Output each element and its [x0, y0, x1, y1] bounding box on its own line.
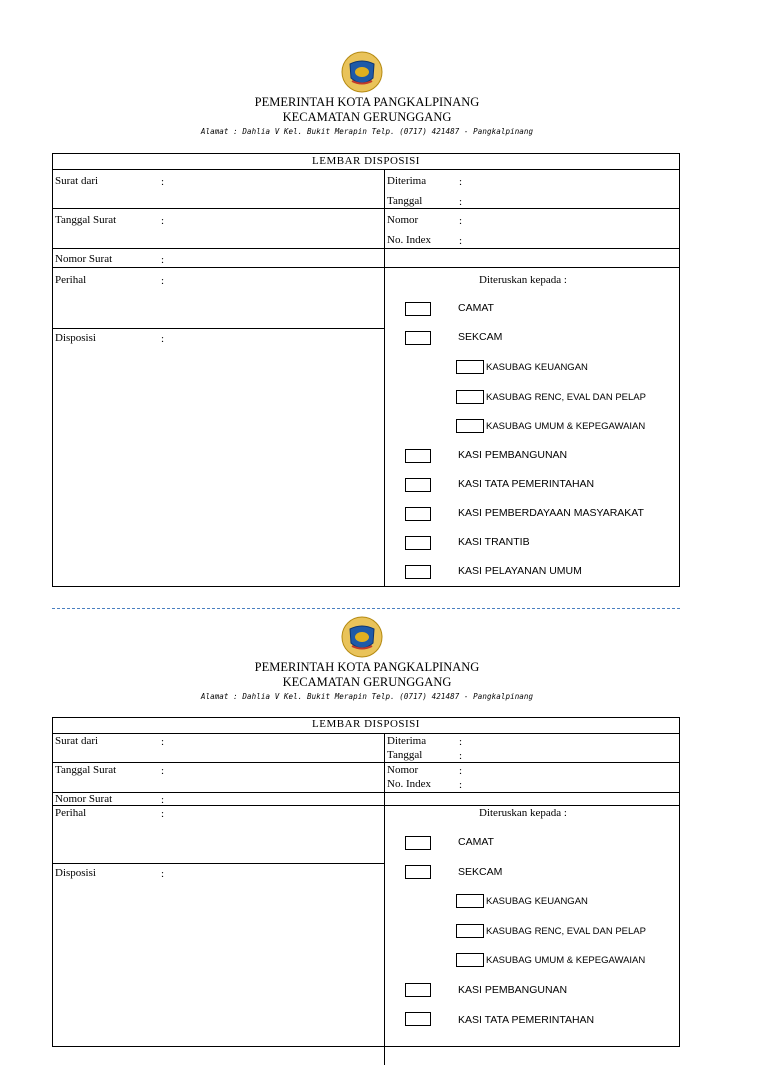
option-sekcam: SEKCAM [458, 866, 503, 878]
disposition-table [52, 717, 680, 1047]
label-no-index: No. Index [387, 778, 431, 790]
checkbox-kasi-pembangunan[interactable] [405, 983, 431, 997]
colon: : [161, 215, 165, 227]
checkbox-kasubag-umum[interactable] [456, 419, 484, 433]
colon: : [161, 275, 165, 287]
colon: : [161, 794, 165, 806]
checkbox-kasi-pemberdayaan[interactable] [405, 507, 431, 521]
colon: : [161, 868, 165, 880]
colon: : [459, 215, 463, 227]
disposition-table [52, 153, 680, 587]
option-kasi-pembangunan: KASI PEMBANGUNAN [458, 984, 568, 996]
forward-heading: Diteruskan kepada : [479, 807, 567, 819]
checkbox-camat[interactable] [405, 836, 431, 850]
checkbox-kasi-pelayanan-umum[interactable] [405, 565, 431, 579]
option-kasubag-umum: KASUBAG UMUM & KEPEGAWAIAN [486, 955, 646, 966]
label-perihal: Perihal [55, 274, 87, 286]
form-title: LEMBAR DISPOSISI [312, 155, 420, 167]
colon: : [459, 235, 463, 247]
colon: : [459, 750, 463, 762]
label-surat-dari: Surat dari [55, 735, 99, 747]
colon: : [459, 196, 463, 208]
option-kasubag-umum: KASUBAG UMUM & KEPEGAWAIAN [486, 421, 646, 432]
header-government: PEMERINTAH KOTA PANGKALPINANG [254, 95, 480, 109]
label-tanggal: Tanggal [387, 749, 423, 761]
checkbox-sekcam[interactable] [405, 865, 431, 879]
option-camat: CAMAT [458, 302, 494, 314]
option-camat: CAMAT [458, 836, 494, 848]
header-government: PEMERINTAH KOTA PANGKALPINANG [254, 660, 480, 674]
option-kasi-tata-pemerintahan: KASI TATA PEMERINTAHAN [458, 478, 595, 490]
checkbox-kasubag-keuangan[interactable] [456, 894, 484, 908]
label-disposisi: Disposisi [55, 332, 96, 344]
forward-heading: Diteruskan kepada : [479, 274, 567, 286]
checkbox-camat[interactable] [405, 302, 431, 316]
city-emblem-logo [340, 50, 384, 94]
label-no-index: No. Index [387, 234, 431, 246]
header-district: KECAMATAN GERUNGGANG [282, 110, 452, 124]
colon: : [161, 808, 165, 820]
colon: : [161, 765, 165, 777]
checkbox-kasubag-renc[interactable] [456, 924, 484, 938]
label-nomor: Nomor [387, 764, 419, 776]
header-address: Alamat : Dahlia V Kel. Bukit Merapin Telp. (0717) 421487 - Pangkalpinang [200, 127, 534, 136]
colon: : [161, 176, 165, 188]
form-title: LEMBAR DISPOSISI [312, 718, 420, 730]
label-diterima: Diterima [387, 735, 427, 747]
header-district: KECAMATAN GERUNGGANG [282, 675, 452, 689]
label-tanggal: Tanggal [387, 195, 423, 207]
option-kasi-pelayanan-umum: KASI PELAYANAN UMUM [458, 565, 582, 577]
checkbox-sekcam[interactable] [405, 331, 431, 345]
checkbox-kasubag-keuangan[interactable] [456, 360, 484, 374]
option-kasubag-renc: KASUBAG RENC, EVAL DAN PELAP [486, 926, 646, 937]
option-kasi-pembangunan: KASI PEMBANGUNAN [458, 449, 568, 461]
option-kasi-trantib: KASI TRANTIB [458, 536, 530, 548]
label-tanggal-surat: Tanggal Surat [55, 764, 117, 776]
checkbox-kasubag-umum[interactable] [456, 953, 484, 967]
label-diterima: Diterima [387, 175, 427, 187]
label-surat-dari: Surat dari [55, 175, 99, 187]
checkbox-kasi-tata-pemerintahan[interactable] [405, 478, 431, 492]
option-kasi-tata-pemerintahan: KASI TATA PEMERINTAHAN [458, 1014, 595, 1026]
option-kasubag-renc: KASUBAG RENC, EVAL DAN PELAP [486, 392, 646, 403]
label-nomor-surat: Nomor Surat [55, 793, 113, 805]
colon: : [161, 736, 165, 748]
checkbox-kasi-trantib[interactable] [405, 536, 431, 550]
city-emblem-logo [340, 615, 384, 659]
label-tanggal-surat: Tanggal Surat [55, 214, 117, 226]
colon: : [459, 736, 463, 748]
cut-line [52, 608, 680, 609]
label-nomor-surat: Nomor Surat [55, 253, 113, 265]
option-sekcam: SEKCAM [458, 331, 503, 343]
option-kasubag-keuangan: KASUBAG KEUANGAN [486, 896, 588, 907]
label-nomor: Nomor [387, 214, 419, 226]
option-kasubag-keuangan: KASUBAG KEUANGAN [486, 362, 588, 373]
header-address: Alamat : Dahlia V Kel. Bukit Merapin Telp. (0717) 421487 - Pangkalpinang [200, 692, 534, 701]
colon: : [459, 765, 463, 777]
colon: : [459, 779, 463, 791]
colon: : [459, 176, 463, 188]
checkbox-kasubag-renc[interactable] [456, 390, 484, 404]
option-kasi-pemberdayaan: KASI PEMBERDAYAAN MASYARAKAT [458, 507, 644, 519]
checkbox-kasi-pembangunan[interactable] [405, 449, 431, 463]
colon: : [161, 333, 165, 345]
label-perihal: Perihal [55, 807, 87, 819]
label-disposisi: Disposisi [55, 867, 96, 879]
colon: : [161, 254, 165, 266]
